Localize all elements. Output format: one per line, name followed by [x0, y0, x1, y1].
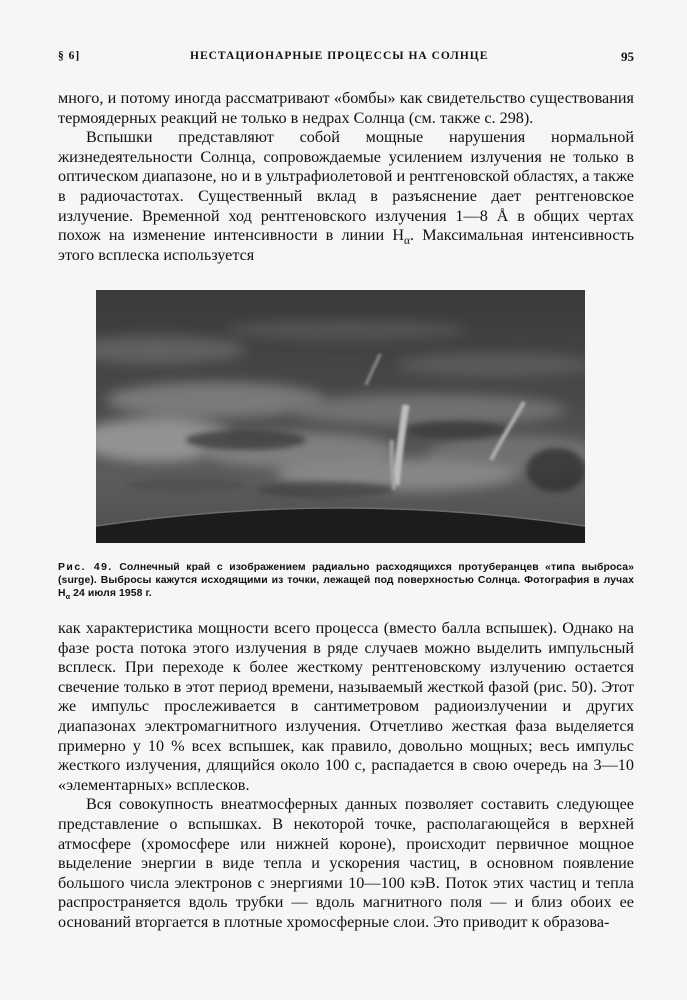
paragraph: Вся совокупность внеатмосферных данных позволяет составить следующее представление о вспышках. В некоторой точке, располагающейся в верхней атмосфере (хромосфере или нижней короне), происходит первичное мощное выделение энергии в виде тепла и ускорения частиц, в основном появление большого числа электронов с энергиями 10—100 кэВ. Поток этих частиц и тепла распространяется вдоль трубки — вдоль магнитного поля — и близ обоих ее оснований вторгается в плотные хромосферные слои. Это приводит к образова- — [58, 795, 634, 931]
paragraph-text: . Максимальная интенсивность этого всплеска используется — [58, 226, 634, 264]
page-number: 95 — [621, 49, 634, 64]
running-title: НЕСТАЦИОНАРНЫЕ ПРОЦЕССЫ НА СОЛНЦЕ — [190, 50, 489, 62]
figure-caption — [58, 561, 634, 600]
paragraph: много, и потому иногда рассматривают «бомбы» как свидетельство существования термоядерных реакций не только в недрах Солнца (см. также с. 298). — [58, 89, 634, 127]
running-header — [58, 50, 634, 68]
caption-text: 24 июля 1958 г. — [70, 588, 152, 599]
subscript: α — [404, 235, 410, 248]
paragraph-text: Вспышки представляют собой мощные нарушения нормальной жизнедеятельности Солнца, сопровождаемые усилением излучения не только в оптическом диапазоне, но и в ультрафиолетовой и рентгеновской областях, а также в радиочастотах. Существенный вклад в разъяснение дает рентгеновское излучение. Временной ход рентгеновского излучения 1—8 Å в общих чертах похож на изменение интенсивности в линии H — [58, 128, 634, 245]
solar-limb-photo — [96, 290, 585, 543]
caption-text: Солнечный край с изображением радиально расходящихся протуберанцев «типа выброса» (surge). Выбросы кажутся исходящими из точки, лежащей под поверхностью Солнца. Фотография в лучах H — [58, 562, 634, 599]
paragraph — [58, 128, 634, 265]
photo-image — [96, 290, 585, 543]
section-mark: § 6] — [58, 50, 81, 62]
subscript: α — [65, 592, 71, 602]
text-block-top — [58, 89, 634, 265]
text-block-bottom — [58, 619, 634, 933]
caption-label: Рис. 49. — [58, 562, 113, 573]
paragraph: как характеристика мощности всего процесса (вместо балла вспышек). Однако на фазе роста потока этого излучения в ряде случаев можно выделить импульсный всплеск. При переходе к более жесткому рентгеновскому излучению остается свечение только в этот период времени, называемый жесткой фазой (рис. 50). Этот же импульс прослеживается в сантиметровом радиоизлучении и других диапазонах электромагнитного излучения. Отчетливо жесткая фаза выделяется примерно у 10 % всех вспышек, как правило, довольно мощных; весь импульс жесткого излучения, длящийся около 100 с, распадается в свою очередь на 3—10 «элементарных» всплесков. — [58, 619, 634, 794]
